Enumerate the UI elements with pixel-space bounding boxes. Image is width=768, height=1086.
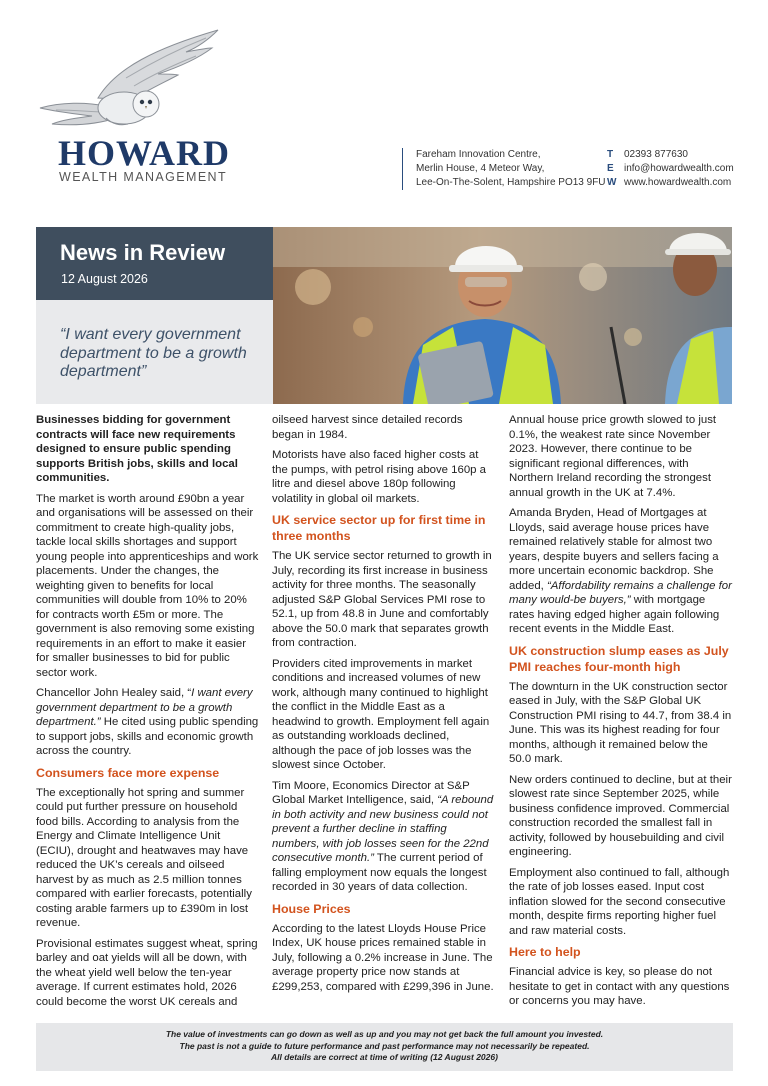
quote-text: “Affordability remains a challenge for many would-be buyers,” bbox=[509, 579, 732, 606]
contact-phone-row bbox=[607, 148, 734, 162]
section-heading: UK service sector up for first time in three months bbox=[272, 513, 486, 543]
hero-photo bbox=[273, 227, 732, 404]
body-paragraph bbox=[36, 686, 260, 759]
title-panel bbox=[36, 227, 273, 300]
page-title: News in Review bbox=[60, 240, 226, 265]
body-paragraph bbox=[509, 506, 733, 637]
contact-details bbox=[607, 148, 734, 190]
text-run: Chancellor John Healey said, “ bbox=[36, 687, 192, 699]
body-paragraph: Providers cited improvements in market conditions and increased volumes of new work, although many continued to highlight the conflict in the Middle East as a headwind to growth. Employment fell again as outstanding workloads declined, although the pace of job losses was the slowest since October. bbox=[272, 657, 490, 771]
body-paragraph: oilseed harvest since detailed records began in 1984. bbox=[272, 414, 463, 441]
brand-subtitle: WEALTH MANAGEMENT bbox=[59, 170, 228, 184]
article-column-2 bbox=[272, 413, 494, 1000]
quote-text: I want every government department to be a growth department.” bbox=[36, 687, 253, 728]
section-heading: UK construction slump eases as July PMI reaches four-month high bbox=[509, 643, 729, 674]
text-run: Amanda Bryden, Head of Mortgages at Lloyds, said average house prices have remained relatively stable for almost two years, despite buyers and sellers facing a more uncertain economic backdrop. She added, bbox=[509, 507, 719, 592]
disclaimer-line: All details are correct at time of writing (12 August 2026) bbox=[271, 1052, 498, 1062]
article-column-3 bbox=[509, 413, 733, 1015]
company-address bbox=[402, 148, 606, 190]
body-paragraph: New orders continued to decline, but at their slowest rate since September 2025, while business confidence improved. Commercial construction recorded the smallest fall in activity, followed by housebuilding and civil engineering. bbox=[509, 773, 732, 858]
article-column-1 bbox=[36, 413, 260, 1015]
address-line: Lee-On-The-Solent, Hampshire PO13 9FU bbox=[416, 177, 606, 188]
email-link[interactable]: info@howardwealth.com bbox=[624, 163, 734, 174]
issue-date: 12 August 2026 bbox=[61, 272, 148, 286]
body-paragraph bbox=[272, 779, 494, 895]
lead-paragraph: Businesses bidding for government contracts will face new requirements designed to ensure public spending supports British jobs, skills and local communities. bbox=[36, 414, 238, 484]
company-logo bbox=[36, 28, 236, 188]
brand-name: HOWARD bbox=[58, 133, 231, 173]
disclaimer-line: The past is not a guide to future performance and past performance may not necessarily be repeated. bbox=[179, 1040, 590, 1051]
phone-number[interactable]: 02393 877630 bbox=[624, 149, 688, 160]
body-paragraph: The UK service sector returned to growth in July, recording its first increase in business activity for three months. The seasonally adjusted S&P Global Services PMI rose to 52.1, up from 48.8 in June and comfortably above the 50.0 mark that separates growth from contraction. bbox=[272, 550, 492, 649]
body-paragraph: According to the latest Lloyds House Price Index, UK house prices remained stable in July, following a 0.2% increase in June. The average property price now stands at £299,253, compared with £299,396 in June. bbox=[272, 922, 494, 993]
body-paragraph: Provisional estimates suggest wheat, spring barley and oat yields will all be down, with the wheat yield well below the ten-year average. If current estimates hold, 2026 could become the worst UK cereals and bbox=[36, 937, 258, 1008]
text-run: Tim Moore, Economics Director at S&P Global Market Intelligence, said, bbox=[272, 779, 470, 806]
body-paragraph: The exceptionally hot spring and summer could put further pressure on household food bills. According to analysis from the Energy and Climate Intelligence Unit (ECIU), drought and heatwaves may have reduced the UK’s cereals and oilseed harvest by as much as 2.5 million tonnes compared with earlier forecasts, potentially costing arable farmers up to £390m in lost revenue. bbox=[36, 786, 252, 929]
body-paragraph: Financial advice is key, so please do not hesitate to get in contact with any questions or concerns you may have. bbox=[509, 966, 730, 1007]
text-run: He cited using public spending to support jobs, skills and economic growth across the country. bbox=[36, 716, 259, 757]
contact-email-row bbox=[607, 162, 734, 176]
body-paragraph: Employment also continued to fall, although the rate of job losses eased. Input cost inflation slowed for the second consecutive month, despite firms reporting higher fuel and raw material costs. bbox=[509, 866, 730, 937]
body-paragraph: The market is worth around £90bn a year and organisations will be assessed on their commitment to create high-quality jobs, tackle local skills shortages and support young people into apprenticeships and work placements. Under the changes, the weighting given to benefits for local communities will double from 10% to 20% for contracts worth £5m or more. The government is also removing some existing requirements in an effort to make it easier for smaller businesses to bid for public sector work. bbox=[36, 492, 259, 679]
barn-owl-icon bbox=[36, 28, 236, 138]
contact-label: E bbox=[607, 163, 614, 174]
section-heading: Here to help bbox=[509, 945, 581, 959]
address-line: Fareham Innovation Centre, bbox=[416, 149, 541, 160]
text-run: The current period of falling employment now equals the longest recorded in 30 years of data collection. bbox=[272, 852, 487, 893]
section-heading: Consumers face more expense bbox=[36, 765, 220, 780]
contact-label: T bbox=[607, 149, 614, 160]
disclaimer-line: The value of investments can go down as well as up and you may not get back the full amount you invested. bbox=[165, 1029, 604, 1039]
disclaimer-footer bbox=[36, 1023, 733, 1071]
body-paragraph: Annual house price growth slowed to just 0.1%, the weakest rate since November 2023. However, there continue to be significant regional differences, with Northern Ireland recording the strongest annual growth in the UK at 7.4%. bbox=[509, 414, 717, 499]
website-link[interactable]: www.howardwealth.com bbox=[624, 177, 732, 188]
body-paragraph: Motorists have also faced higher costs at the pumps, with petrol rising above 160p a litre and diesel above 180p following volatility in global oil markets. bbox=[272, 449, 487, 505]
address-line: Merlin House, 4 Meteor Way, bbox=[416, 163, 545, 174]
pull-quote-panel bbox=[36, 300, 273, 404]
pull-quote: “I want every government department to be a growth department” bbox=[60, 326, 247, 380]
text-run: with mortgage rates having edged higher again following recent events in the Middle East. bbox=[509, 594, 720, 635]
quote-text: “A rebound in both activity and new business could not prevent a further decline in staffing numbers, with job losses seen for the 22nd consecutive month.” bbox=[272, 794, 494, 864]
body-paragraph: The downturn in the UK construction sector eased in July, with the S&P Global UK Construction PMI rising to 44.7, from 38.4 in June. This was its highest reading for four months, although it remained below the 50.0 mark. bbox=[509, 680, 732, 765]
section-heading: House Prices bbox=[272, 901, 351, 916]
contact-label: W bbox=[607, 177, 617, 188]
contact-web-row bbox=[607, 176, 734, 190]
